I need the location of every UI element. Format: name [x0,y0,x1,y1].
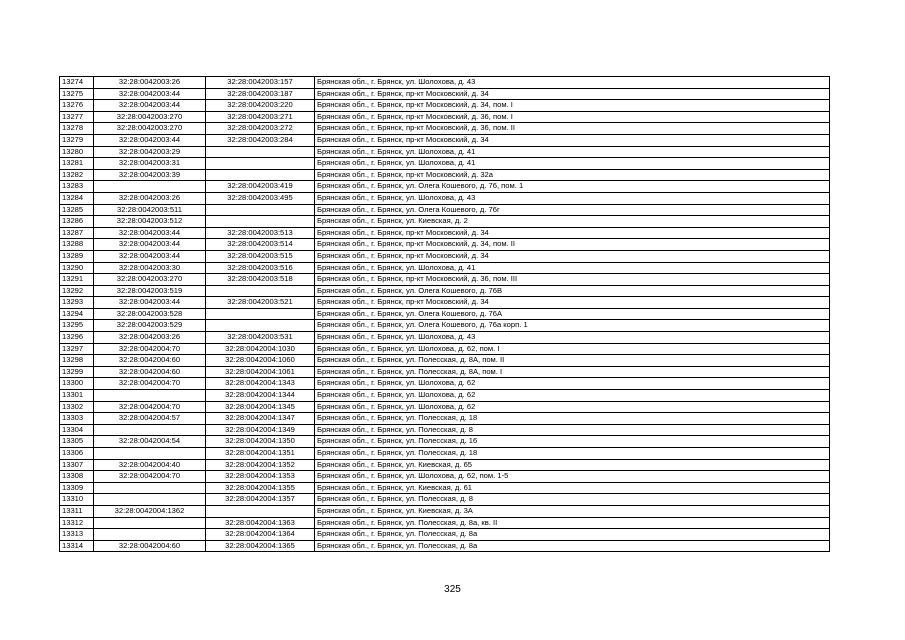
table-row [60,482,830,494]
address-cell: Брянская обл., г. Брянск, ул. Киевская, д. 2 [315,216,830,228]
land-parcel-cadastral-number-cell: 32:28:0042003:270 [94,111,206,123]
object-cadastral-number-cell: 32:28:0042003:220 [206,100,315,112]
object-cadastral-number-cell: 32:28:0042004:1357 [206,494,315,506]
row-number-cell: 13308 [60,471,94,483]
address-cell: Брянская обл., г. Брянск, пр-кт Московский, д. 36, пом. II [315,123,830,135]
address-cell: Брянская обл., г. Брянск, пр-кт Московский, д. 34, пом. I [315,100,830,112]
land-parcel-cadastral-number-cell: 32:28:0042004:60 [94,540,206,552]
object-cadastral-number-cell: 32:28:0042003:284 [206,134,315,146]
land-parcel-cadastral-number-cell: 32:28:0042003:270 [94,274,206,286]
row-number-cell: 13274 [60,77,94,89]
row-number-cell: 13283 [60,181,94,193]
table-row [60,378,830,390]
row-number-cell: 13279 [60,134,94,146]
row-number-cell: 13298 [60,355,94,367]
table-row [60,204,830,216]
address-cell: Брянская обл., г. Брянск, ул. Шолохова, д. 41 [315,262,830,274]
table-row [60,343,830,355]
land-parcel-cadastral-number-cell: 32:28:0042003:44 [94,227,206,239]
table-row [60,239,830,251]
row-number-cell: 13301 [60,390,94,402]
address-cell: Брянская обл., г. Брянск, пр-кт Московский, д. 32а [315,169,830,181]
land-parcel-cadastral-number-cell: 32:28:0042003:529 [94,320,206,332]
object-cadastral-number-cell [206,158,315,170]
object-cadastral-number-cell: 32:28:0042004:1352 [206,459,315,471]
land-parcel-cadastral-number-cell: 32:28:0042003:44 [94,250,206,262]
object-cadastral-number-cell [206,320,315,332]
land-parcel-cadastral-number-cell: 32:28:0042003:44 [94,297,206,309]
address-cell: Брянская обл., г. Брянск, ул. Шолохова, д. 62 [315,401,830,413]
row-number-cell: 13313 [60,529,94,541]
land-parcel-cadastral-number-cell [94,529,206,541]
address-cell: Брянская обл., г. Брянск, ул. Шолохова, д. 41 [315,146,830,158]
object-cadastral-number-cell: 32:28:0042004:1347 [206,413,315,425]
row-number-cell: 13285 [60,204,94,216]
table-row [60,181,830,193]
object-cadastral-number-cell: 32:28:0042003:187 [206,88,315,100]
table-row [60,285,830,297]
object-cadastral-number-cell: 32:28:0042004:1350 [206,436,315,448]
table-row [60,448,830,460]
row-number-cell: 13306 [60,448,94,460]
land-parcel-cadastral-number-cell: 32:28:0042003:270 [94,123,206,135]
row-number-cell: 13277 [60,111,94,123]
row-number-cell: 13303 [60,413,94,425]
object-cadastral-number-cell: 32:28:0042004:1344 [206,390,315,402]
row-number-cell: 13297 [60,343,94,355]
address-cell: Брянская обл., г. Брянск, ул. Олега Кошевого, д. 76, пом. 1 [315,181,830,193]
address-cell: Брянская обл., г. Брянск, ул. Полесская, д. 8а, кв. II [315,517,830,529]
address-cell: Брянская обл., г. Брянск, ул. Олега Кошевого, д. 76В [315,285,830,297]
object-cadastral-number-cell [206,204,315,216]
object-cadastral-number-cell: 32:28:0042004:1353 [206,471,315,483]
row-number-cell: 13281 [60,158,94,170]
address-cell: Брянская обл., г. Брянск, пр-кт Московский, д. 34, пом. II [315,239,830,251]
land-parcel-cadastral-number-cell: 32:28:0042004:54 [94,436,206,448]
object-cadastral-number-cell: 32:28:0042003:531 [206,332,315,344]
row-number-cell: 13276 [60,100,94,112]
land-parcel-cadastral-number-cell: 32:28:0042004:40 [94,459,206,471]
cadastral-table [59,76,830,552]
land-parcel-cadastral-number-cell: 32:28:0042003:30 [94,262,206,274]
land-parcel-cadastral-number-cell: 32:28:0042003:26 [94,332,206,344]
land-parcel-cadastral-number-cell: 32:28:0042004:1362 [94,505,206,517]
table-row [60,169,830,181]
object-cadastral-number-cell: 32:28:0042003:514 [206,239,315,251]
object-cadastral-number-cell: 32:28:0042004:1030 [206,343,315,355]
address-cell: Брянская обл., г. Брянск, ул. Олега Кошевого, д. 76г [315,204,830,216]
row-number-cell: 13314 [60,540,94,552]
row-number-cell: 13307 [60,459,94,471]
address-cell: Брянская обл., г. Брянск, пр-кт Московский, д. 34 [315,297,830,309]
object-cadastral-number-cell: 32:28:0042003:272 [206,123,315,135]
table-row [60,471,830,483]
table-row [60,332,830,344]
land-parcel-cadastral-number-cell [94,424,206,436]
object-cadastral-number-cell: 32:28:0042003:157 [206,77,315,89]
cadastral-table-body [60,77,830,552]
address-cell: Брянская обл., г. Брянск, ул. Полесская, д. 8 [315,424,830,436]
address-cell: Брянская обл., г. Брянск, ул. Шолохова, д. 62, пом. 1-5 [315,471,830,483]
address-cell: Брянская обл., г. Брянск, пр-кт Московский, д. 36, пом. I [315,111,830,123]
land-parcel-cadastral-number-cell [94,494,206,506]
land-parcel-cadastral-number-cell [94,390,206,402]
row-number-cell: 13275 [60,88,94,100]
land-parcel-cadastral-number-cell [94,448,206,460]
row-number-cell: 13299 [60,366,94,378]
address-cell: Брянская обл., г. Брянск, ул. Полесская, д. 8А, пом. II [315,355,830,367]
row-number-cell: 13304 [60,424,94,436]
object-cadastral-number-cell: 32:28:0042004:1365 [206,540,315,552]
land-parcel-cadastral-number-cell [94,181,206,193]
land-parcel-cadastral-number-cell [94,517,206,529]
address-cell: Брянская обл., г. Брянск, ул. Полесская, д. 8а [315,540,830,552]
object-cadastral-number-cell: 32:28:0042003:515 [206,250,315,262]
object-cadastral-number-cell: 32:28:0042004:1355 [206,482,315,494]
object-cadastral-number-cell: 32:28:0042004:1343 [206,378,315,390]
address-cell: Брянская обл., г. Брянск, ул. Киевская, д. 61 [315,482,830,494]
land-parcel-cadastral-number-cell: 32:28:0042003:26 [94,77,206,89]
table-row [60,413,830,425]
object-cadastral-number-cell [206,146,315,158]
row-number-cell: 13282 [60,169,94,181]
table-row [60,227,830,239]
object-cadastral-number-cell [206,216,315,228]
address-cell: Брянская обл., г. Брянск, ул. Шолохова, д. 41 [315,158,830,170]
address-cell: Брянская обл., г. Брянск, ул. Шолохова, д. 43 [315,332,830,344]
object-cadastral-number-cell: 32:28:0042004:1363 [206,517,315,529]
land-parcel-cadastral-number-cell: 32:28:0042003:39 [94,169,206,181]
address-cell: Брянская обл., г. Брянск, ул. Шолохова, д. 43 [315,77,830,89]
table-row [60,77,830,89]
land-parcel-cadastral-number-cell: 32:28:0042003:29 [94,146,206,158]
object-cadastral-number-cell [206,169,315,181]
land-parcel-cadastral-number-cell: 32:28:0042004:70 [94,343,206,355]
land-parcel-cadastral-number-cell: 32:28:0042003:44 [94,100,206,112]
address-cell: Брянская обл., г. Брянск, ул. Олега Кошевого, д. 76А [315,308,830,320]
object-cadastral-number-cell: 32:28:0042003:419 [206,181,315,193]
land-parcel-cadastral-number-cell: 32:28:0042003:512 [94,216,206,228]
land-parcel-cadastral-number-cell: 32:28:0042003:44 [94,134,206,146]
address-cell: Брянская обл., г. Брянск, пр-кт Московский, д. 34 [315,88,830,100]
object-cadastral-number-cell [206,285,315,297]
address-cell: Брянская обл., г. Брянск, ул. Шолохова, д. 62 [315,390,830,402]
table-row [60,320,830,332]
land-parcel-cadastral-number-cell: 32:28:0042004:60 [94,366,206,378]
address-cell: Брянская обл., г. Брянск, пр-кт Московский, д. 34 [315,134,830,146]
row-number-cell: 13291 [60,274,94,286]
table-row [60,424,830,436]
land-parcel-cadastral-number-cell: 32:28:0042004:60 [94,355,206,367]
table-row [60,274,830,286]
object-cadastral-number-cell [206,308,315,320]
table-row [60,158,830,170]
table-row [60,459,830,471]
table-row [60,517,830,529]
table-row [60,494,830,506]
table-row [60,146,830,158]
table-row [60,123,830,135]
address-cell: Брянская обл., г. Брянск, ул. Киевская, д. 65 [315,459,830,471]
table-row [60,111,830,123]
row-number-cell: 13289 [60,250,94,262]
row-number-cell: 13287 [60,227,94,239]
land-parcel-cadastral-number-cell: 32:28:0042004:70 [94,378,206,390]
land-parcel-cadastral-number-cell: 32:28:0042003:528 [94,308,206,320]
row-number-cell: 13305 [60,436,94,448]
land-parcel-cadastral-number-cell: 32:28:0042003:44 [94,88,206,100]
table-row [60,134,830,146]
table-row [60,297,830,309]
row-number-cell: 13309 [60,482,94,494]
address-cell: Брянская обл., г. Брянск, ул. Полесская, д. 18 [315,448,830,460]
table-row [60,390,830,402]
land-parcel-cadastral-number-cell: 32:28:0042003:519 [94,285,206,297]
row-number-cell: 13312 [60,517,94,529]
row-number-cell: 13278 [60,123,94,135]
address-cell: Брянская обл., г. Брянск, пр-кт Московский, д. 36, пом. III [315,274,830,286]
table-row [60,308,830,320]
object-cadastral-number-cell: 32:28:0042004:1345 [206,401,315,413]
object-cadastral-number-cell [206,505,315,517]
address-cell: Брянская обл., г. Брянск, ул. Шолохова, д. 62 [315,378,830,390]
object-cadastral-number-cell: 32:28:0042004:1061 [206,366,315,378]
land-parcel-cadastral-number-cell: 32:28:0042004:57 [94,413,206,425]
object-cadastral-number-cell: 32:28:0042003:495 [206,192,315,204]
row-number-cell: 13284 [60,192,94,204]
address-cell: Брянская обл., г. Брянск, ул. Шолохова, д. 62, пом. I [315,343,830,355]
address-cell: Брянская обл., г. Брянск, ул. Шолохова, д. 43 [315,192,830,204]
land-parcel-cadastral-number-cell: 32:28:0042003:31 [94,158,206,170]
row-number-cell: 13300 [60,378,94,390]
land-parcel-cadastral-number-cell: 32:28:0042003:511 [94,204,206,216]
row-number-cell: 13295 [60,320,94,332]
land-parcel-cadastral-number-cell [94,482,206,494]
page-number: 325 [444,584,461,595]
object-cadastral-number-cell: 32:28:0042003:516 [206,262,315,274]
table-row [60,250,830,262]
land-parcel-cadastral-number-cell: 32:28:0042003:44 [94,239,206,251]
table-row [60,262,830,274]
address-cell: Брянская обл., г. Брянск, ул. Киевская, д. 3А [315,505,830,517]
row-number-cell: 13292 [60,285,94,297]
object-cadastral-number-cell: 32:28:0042004:1060 [206,355,315,367]
table-row [60,401,830,413]
table-row [60,192,830,204]
land-parcel-cadastral-number-cell: 32:28:0042004:70 [94,471,206,483]
table-row [60,540,830,552]
object-cadastral-number-cell: 32:28:0042004:1349 [206,424,315,436]
row-number-cell: 13310 [60,494,94,506]
table-row [60,355,830,367]
address-cell: Брянская обл., г. Брянск, ул. Полесская, д. 16 [315,436,830,448]
object-cadastral-number-cell: 32:28:0042003:518 [206,274,315,286]
address-cell: Брянская обл., г. Брянск, ул. Полесская, д. 8а [315,529,830,541]
row-number-cell: 13296 [60,332,94,344]
address-cell: Брянская обл., г. Брянск, ул. Полесская, д. 8 [315,494,830,506]
table-row [60,366,830,378]
object-cadastral-number-cell: 32:28:0042003:513 [206,227,315,239]
object-cadastral-number-cell: 32:28:0042004:1351 [206,448,315,460]
table-row [60,216,830,228]
table-row [60,88,830,100]
row-number-cell: 13293 [60,297,94,309]
address-cell: Брянская обл., г. Брянск, ул. Полесская, д. 18 [315,413,830,425]
table-row [60,436,830,448]
row-number-cell: 13290 [60,262,94,274]
land-parcel-cadastral-number-cell: 32:28:0042004:70 [94,401,206,413]
address-cell: Брянская обл., г. Брянск, пр-кт Московский, д. 34 [315,227,830,239]
address-cell: Брянская обл., г. Брянск, пр-кт Московский, д. 34 [315,250,830,262]
land-parcel-cadastral-number-cell: 32:28:0042003:26 [94,192,206,204]
object-cadastral-number-cell: 32:28:0042003:271 [206,111,315,123]
object-cadastral-number-cell: 32:28:0042004:1364 [206,529,315,541]
row-number-cell: 13302 [60,401,94,413]
row-number-cell: 13311 [60,505,94,517]
row-number-cell: 13286 [60,216,94,228]
row-number-cell: 13280 [60,146,94,158]
address-cell: Брянская обл., г. Брянск, ул. Полесская, д. 8А, пом. I [315,366,830,378]
address-cell: Брянская обл., г. Брянск, ул. Олега Кошевого, д. 76а корп. 1 [315,320,830,332]
row-number-cell: 13288 [60,239,94,251]
table-row [60,529,830,541]
table-row [60,505,830,517]
row-number-cell: 13294 [60,308,94,320]
object-cadastral-number-cell: 32:28:0042003:521 [206,297,315,309]
table-row [60,100,830,112]
